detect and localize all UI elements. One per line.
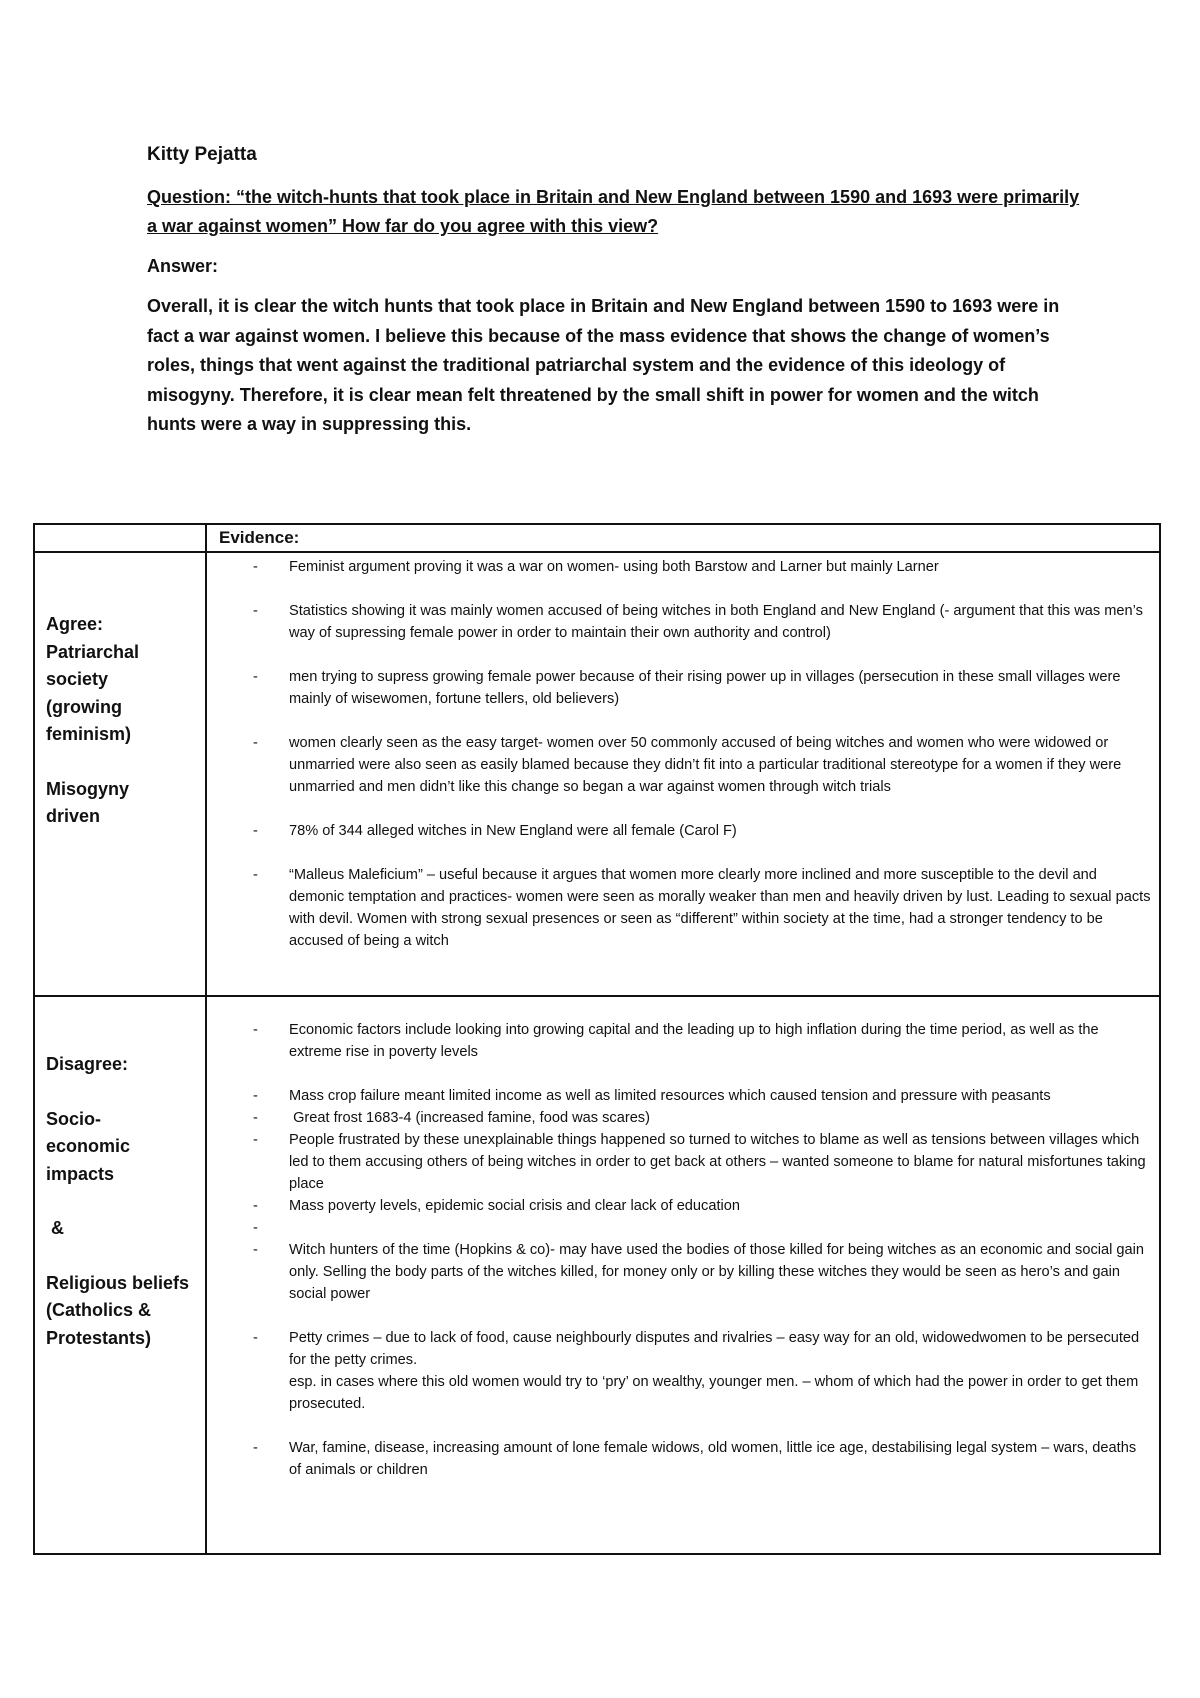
stance-line: Misogyny (46, 778, 130, 799)
disagree-points (207, 997, 1159, 1481)
stance-line: (Catholics & (46, 1300, 152, 1320)
table-header-row (34, 524, 1160, 552)
author-name: Kitty Pejatta (147, 144, 257, 165)
agree-evidence-cell (206, 552, 1160, 996)
stance-line: feminism) (46, 724, 132, 744)
list-item (207, 1327, 1159, 1415)
stance-line: Patriarchal (46, 641, 140, 662)
petty-crimes-continuation: esp. in cases where this old women would try to ‘pry’ on wealthy, younger men. – whom of which had the power in order to get them prosecuted. (289, 1374, 1139, 1412)
answer-body: Overall, it is clear the witch hunts that took place in Britain and New England between 1590 to 1693 were in fact a war against women. I believe this because of the mass evidence that shows the change of women’s roles, things that went against the traditional patriarchal system and the evidence of this ideology of misogyny. Therefore, it is clear mean felt threatened by the small shift in power for women and the witch hunts were a way in suppressing this. (147, 296, 1060, 434)
agree-row (34, 552, 1160, 996)
document-header (147, 144, 1087, 440)
list-item: - Great frost 1683-4 (increased famine, food was scares) (207, 1107, 1159, 1129)
stance-line (46, 1188, 205, 1215)
list-item: - Statistics showing it was mainly women accused of being witches in both England and New England (- argument that this was men’s way of supressing female power in order to maintain their own authority and control) (207, 600, 1159, 644)
stance-line: impacts (46, 1163, 115, 1184)
list-item: - People frustrated by these unexplainable things happened so turned to witches to blame as well as tensions between villages which led to them accusing others of being witches in order to get back at others – wanted someone to blame for natural misfortunes taking place (207, 1129, 1159, 1195)
stance-line: Socio- (46, 1108, 102, 1129)
list-item: - Economic factors include looking into growing capital and the leading up to high inflation during the time period, as well as the extreme rise in poverty levels (207, 1019, 1159, 1063)
stance-line: (growing (46, 696, 122, 717)
disagree-label-cell (34, 996, 206, 1554)
stance-line: Disagree: (46, 1054, 129, 1074)
agree-label (35, 553, 205, 831)
agree-label-cell (34, 552, 206, 996)
stance-line (46, 1243, 205, 1270)
list-item: - “Malleus Maleficium” – useful because it argues that women more clearly more inclined and more susceptible to the devil and demonic temptation and practices- women were seen as morally weaker than men and heavily driven by lust. Leading to sexual pacts with devil. Women with strong sexual presences or seen as “different” within society at the time, had a stronger tendency to be accused of being a witch (207, 864, 1159, 952)
header-empty-cell (34, 524, 206, 552)
list-item: - women clearly seen as the easy target- women over 50 commonly accused of being witches and women who were widowed or unmarried were also seen as easily blamed because they didn’t fit into a particular traditional stereotype for a women if they were unmarried and men didn’t like this change so began a war against women through witch trials (207, 732, 1159, 798)
answer-label: Answer: (147, 256, 219, 276)
list-item: - Feminist argument proving it was a war on women- using both Barstow and Larner but mainly Larner (207, 556, 1159, 578)
disagree-row (34, 996, 1160, 1554)
petty-crimes-text: - Petty crimes – due to lack of food, cause neighbourly disputes and rivalries – easy way for an old, widowedwomen to be persecuted for the petty crimes. (289, 1330, 1140, 1368)
disagree-label (35, 997, 205, 1352)
stance-line (46, 749, 205, 776)
list-item: - Witch hunters of the time (Hopkins & co)- may have used the bodies of those killed for being witches as an economic and social gain only. Selling the body parts of the witches killed, for money only or by killing these witches they would be seen as hero’s and gain social power (207, 1239, 1159, 1305)
stance-line: Agree: (46, 614, 104, 634)
agree-points (207, 553, 1159, 952)
list-item: - 78% of 344 alleged witches in New England were all female (Carol F) (207, 820, 1159, 842)
stance-line: Religious beliefs (46, 1272, 190, 1293)
list-item: - War, famine, disease, increasing amount of lone female widows, old women, little ice age, destabilising legal system – wars, deaths of animals or children (207, 1437, 1159, 1481)
essay-question: Question: “the witch-hunts that took place in Britain and New England between 1590 and 1693 were primarily a war against women” How far do you agree with this view? (147, 187, 1080, 236)
stance-line: driven (46, 806, 101, 826)
stance-line: Protestants) (46, 1327, 152, 1348)
stance-line (46, 1079, 205, 1106)
list-item: - men trying to supress growing female power because of their rising power up in villages (persecution in these small villages were mainly of wisewomen, fortune tellers, old believers) (207, 666, 1159, 710)
evidence-table (33, 523, 1161, 1555)
list-item: - Mass crop failure meant limited income as well as limited resources which caused tension and pressure with peasants (207, 1085, 1159, 1107)
list-item: - Mass poverty levels, epidemic social crisis and clear lack of education (207, 1195, 1159, 1217)
disagree-evidence-cell (206, 996, 1160, 1554)
list-item (207, 1217, 1159, 1239)
evidence-header: Evidence: (219, 528, 300, 547)
stance-line: society (46, 669, 109, 689)
stance-line: economic (46, 1136, 131, 1156)
evidence-header-cell (206, 524, 1160, 552)
stance-line: & (46, 1218, 64, 1238)
